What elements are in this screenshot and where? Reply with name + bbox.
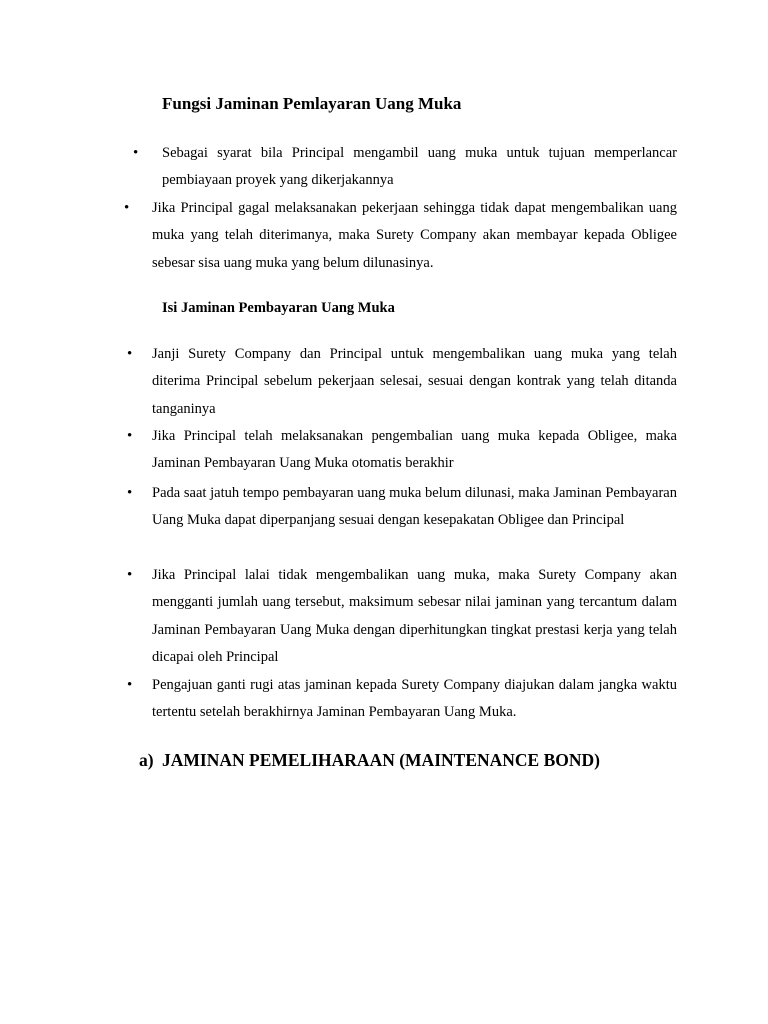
list-item-fungsi-1: Sebagai syarat bila Principal mengambil uang muka untuk tujuan memperlancar pembiayaan proyek yang dikerjakannya — [162, 145, 677, 189]
bullet-marker: • — [127, 677, 133, 693]
list-item-isi-3: Pada saat jatuh tempo pembayaran uang muka belum dilunasi, maka Jaminan Pembayaran Uang Muka dapat diperpanjang sesuai dengan kesepakatan Obligee dan Principal — [152, 485, 677, 529]
section-title-maintenance-bond — [139, 749, 600, 771]
bullet-marker: • — [124, 200, 130, 216]
list-item-isi-1: Janji Surety Company dan Principal untuk mengembalikan uang muka yang telah diterima Principal sebelum pekerjaan selesai, sesuai dengan kontrak yang telah ditanda tanganinya — [152, 346, 677, 417]
list-item-isi-4: Jika Principal lalai tidak mengembalikan uang muka, maka Surety Company akan mengganti jumlah uang tersebut, maksimum sebesar nilai jaminan yang tercantum dalam Jaminan Pembayaran Uang Muka dengan diperhitungkan tingkat prestasi kerja yang telah dicapai oleh Principal — [152, 567, 677, 665]
list-item-isi-2: Jika Principal telah melaksanakan pengembalian uang muka kepada Obligee, maka Jaminan Pembayaran Uang Muka otomatis berakhir — [152, 428, 677, 472]
section-title-fungsi: Fungsi Jaminan Pemlayaran Uang Muka — [162, 94, 462, 113]
bullet-marker: • — [127, 485, 133, 501]
list-item-fungsi-2: Jika Principal gagal melaksanakan pekerjaan sehingga tidak dapat mengembalikan uang muka yang telah diterimanya, maka Surety Company akan membayar kepada Obligee sebesar sisa uang muka yang belum dilunasinya. — [152, 200, 677, 271]
bullet-marker: • — [127, 428, 133, 444]
bullet-marker: • — [127, 567, 133, 583]
section-title-isi: Isi Jaminan Pembayaran Uang Muka — [162, 300, 395, 316]
list-marker: a) — [139, 750, 154, 770]
bullet-marker: • — [127, 346, 133, 362]
section-title-text: JAMINAN PEMELIHARAAN (MAINTENANCE BOND) — [162, 750, 600, 770]
bullet-marker: • — [133, 145, 139, 161]
list-item-isi-5: Pengajuan ganti rugi atas jaminan kepada Surety Company diajukan dalam jangka waktu tertentu setelah berakhirnya Jaminan Pembayaran Uang Muka. — [152, 677, 677, 721]
